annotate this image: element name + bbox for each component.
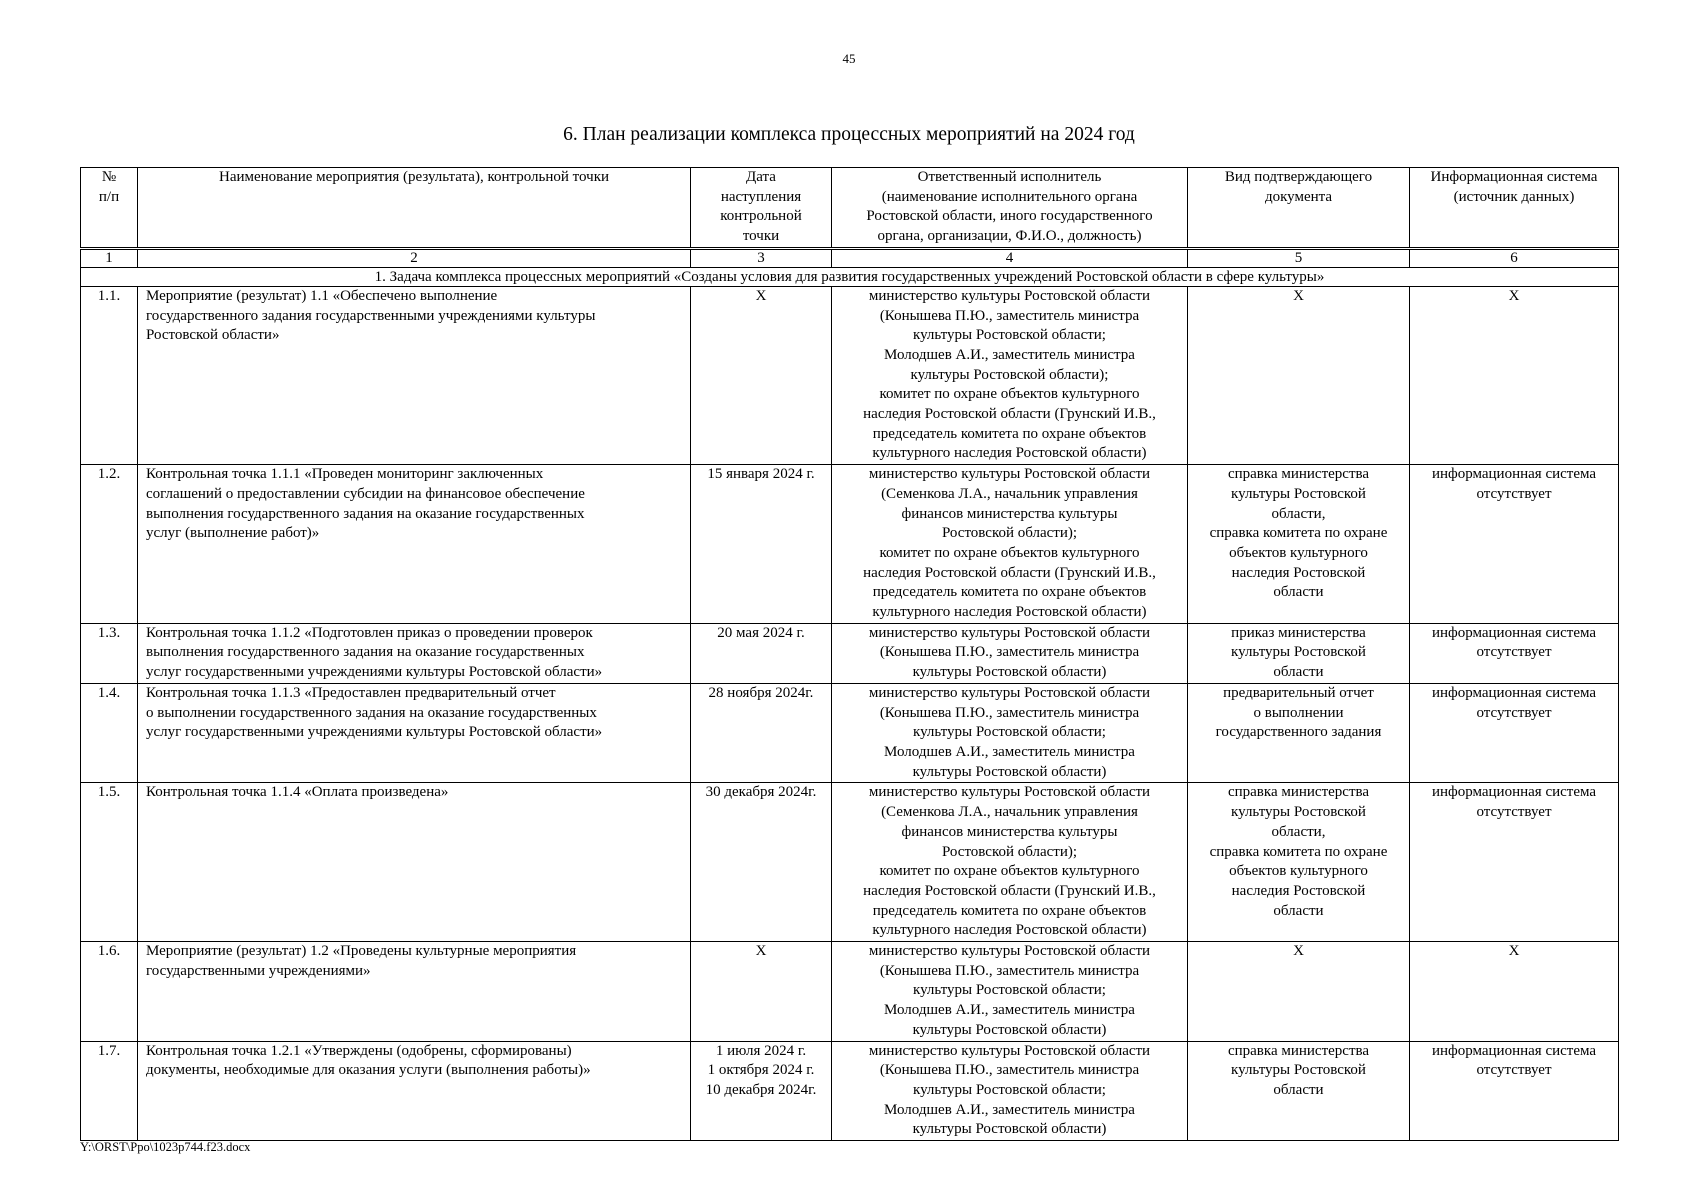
plan-table <box>80 167 1619 1141</box>
row-name: Контрольная точка 1.1.2 «Подготовлен приказ о проведении проверок выполнения государственного задания на оказание государственных услуг государственными учреждениями культуры Ростовской области» <box>138 623 691 683</box>
row-date: 28 ноября 2024г. <box>691 683 832 783</box>
table-row <box>81 465 1619 624</box>
table-row <box>81 286 1619 464</box>
column-number: 4 <box>832 248 1188 267</box>
row-date: 1 июля 2024 г. 1 октября 2024 г. 10 декабря 2024г. <box>691 1041 832 1141</box>
row-executor: министерство культуры Ростовской области (Конышева П.Ю., заместитель министра культуры Ростовской области; Молодшев А.И., заместитель министра культуры Ростовской области) <box>832 942 1188 1042</box>
row-date: X <box>691 942 832 1042</box>
header-number: № п/п <box>81 168 138 249</box>
table-row <box>81 942 1619 1042</box>
row-document: приказ министерства культуры Ростовской области <box>1188 623 1410 683</box>
row-system: информационная система отсутствует <box>1410 623 1619 683</box>
row-system: X <box>1410 942 1619 1042</box>
row-document: X <box>1188 286 1410 464</box>
row-name: Контрольная точка 1.1.1 «Проведен мониторинг заключенных соглашений о предоставлении субсидии на финансовое обеспечение выполнения государственного задания на оказание государственных услуг (выполнение работ)» <box>138 465 691 624</box>
row-name: Контрольная точка 1.1.3 «Предоставлен предварительный отчет о выполнении государственного задания на оказание государственных услуг государственными учреждениями культуры Ростовской области» <box>138 683 691 783</box>
section-title: 1. Задача комплекса процессных мероприятий «Созданы условия для развития государственных учреждений Ростовской области в сфере культуры» <box>81 267 1619 286</box>
row-number: 1.5. <box>81 783 138 942</box>
table-row <box>81 683 1619 783</box>
row-number: 1.3. <box>81 623 138 683</box>
row-executor: министерство культуры Ростовской области (Конышева П.Ю., заместитель министра культуры Ростовской области; Молодшев А.И., заместитель министра культуры Ростовской области); комитет по охране объектов культурного наследия Ростовской области (Грунский И.В., председатель комитета по охране объектов культурного наследия Ростовской области) <box>832 286 1188 464</box>
table-row <box>81 1041 1619 1141</box>
header-document: Вид подтверждающего документа <box>1188 168 1410 249</box>
table-row <box>81 623 1619 683</box>
row-name: Мероприятие (результат) 1.1 «Обеспечено выполнение государственного задания государственными учреждениями культуры Ростовской области» <box>138 286 691 464</box>
column-numbers-row <box>81 248 1619 267</box>
row-executor: министерство культуры Ростовской области (Семенкова Л.А., начальник управления финансов министерства культуры Ростовской области); комитет по охране объектов культурного наследия Ростовской области (Грунский И.В., председатель комитета по охране объектов культурного наследия Ростовской области) <box>832 783 1188 942</box>
column-number: 1 <box>81 248 138 267</box>
row-system: информационная система отсутствует <box>1410 783 1619 942</box>
row-document: предварительный отчет о выполнении государственного задания <box>1188 683 1410 783</box>
section-row <box>81 267 1619 286</box>
row-system: X <box>1410 286 1619 464</box>
row-executor: министерство культуры Ростовской области (Конышева П.Ю., заместитель министра культуры Ростовской области) <box>832 623 1188 683</box>
header-name: Наименование мероприятия (результата), контрольной точки <box>138 168 691 249</box>
row-document: X <box>1188 942 1410 1042</box>
row-date: 30 декабря 2024г. <box>691 783 832 942</box>
row-executor: министерство культуры Ростовской области (Конышева П.Ю., заместитель министра культуры Ростовской области; Молодшев А.И., заместитель министра культуры Ростовской области) <box>832 1041 1188 1141</box>
column-number: 3 <box>691 248 832 267</box>
table-row <box>81 783 1619 942</box>
row-date: X <box>691 286 832 464</box>
column-number: 6 <box>1410 248 1619 267</box>
row-system: информационная система отсутствует <box>1410 683 1619 783</box>
row-name: Контрольная точка 1.2.1 «Утверждены (одобрены, сформированы) документы, необходимые для оказания услуги (выполнения работы)» <box>138 1041 691 1141</box>
row-number: 1.6. <box>81 942 138 1042</box>
row-system: информационная система отсутствует <box>1410 465 1619 624</box>
header-executor: Ответственный исполнитель (наименование исполнительного органа Ростовской области, иного государственного органа, организации, Ф.И.О., должность) <box>832 168 1188 249</box>
header-system: Информационная система (источник данных) <box>1410 168 1619 249</box>
column-number: 5 <box>1188 248 1410 267</box>
document-title: 6. План реализации комплекса процессных мероприятий на 2024 год <box>563 124 1135 145</box>
row-number: 1.4. <box>81 683 138 783</box>
column-number: 2 <box>138 248 691 267</box>
row-date: 15 января 2024 г. <box>691 465 832 624</box>
row-number: 1.1. <box>81 286 138 464</box>
row-executor: министерство культуры Ростовской области (Конышева П.Ю., заместитель министра культуры Ростовской области; Молодшев А.И., заместитель министра культуры Ростовской области) <box>832 683 1188 783</box>
row-document: справка министерства культуры Ростовской области <box>1188 1041 1410 1141</box>
table-header-row <box>81 168 1619 249</box>
row-system: информационная система отсутствует <box>1410 1041 1619 1141</box>
row-number: 1.2. <box>81 465 138 624</box>
row-executor: министерство культуры Ростовской области (Семенкова Л.А., начальник управления финансов министерства культуры Ростовской области); комитет по охране объектов культурного наследия Ростовской области (Грунский И.В., председатель комитета по охране объектов культурного наследия Ростовской области) <box>832 465 1188 624</box>
row-name: Контрольная точка 1.1.4 «Оплата произведена» <box>138 783 691 942</box>
row-date: 20 мая 2024 г. <box>691 623 832 683</box>
file-path: Y:\ORST\Ppo\1023p744.f23.docx <box>80 1140 251 1154</box>
row-document: справка министерства культуры Ростовской области, справка комитета по охране объектов культурного наследия Ростовской области <box>1188 465 1410 624</box>
page-number: 45 <box>842 51 856 66</box>
row-name: Мероприятие (результат) 1.2 «Проведены культурные мероприятия государственными учреждениями» <box>138 942 691 1042</box>
header-date: Дата наступления контрольной точки <box>691 168 832 249</box>
row-number: 1.7. <box>81 1041 138 1141</box>
row-document: справка министерства культуры Ростовской области, справка комитета по охране объектов культурного наследия Ростовской области <box>1188 783 1410 942</box>
